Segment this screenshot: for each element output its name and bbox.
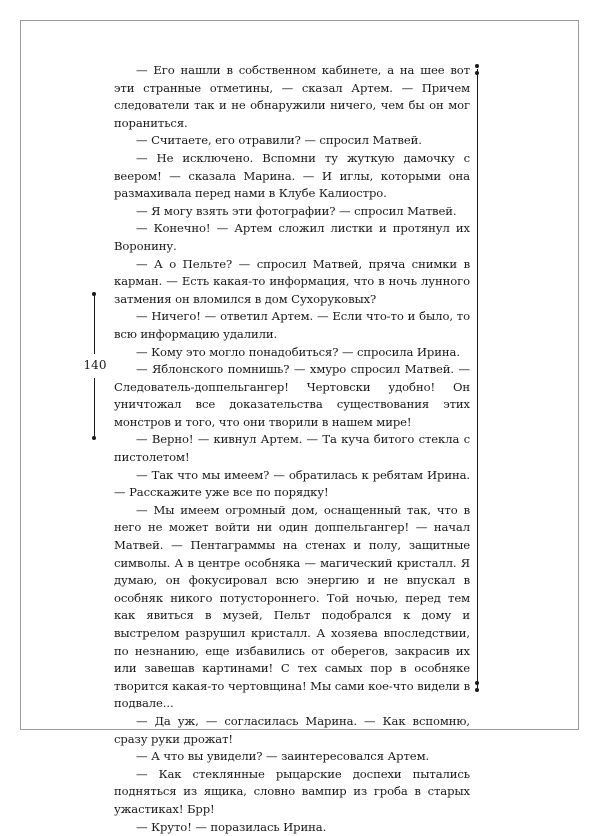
page-number: 140 <box>83 358 107 372</box>
rule-dot <box>475 688 479 692</box>
paragraph: — Кому это могло понадобиться? — спросила Ирина. <box>136 344 460 359</box>
paragraph: — Верно! — кивнул Артем. — Та куча битого стекла с пистолетом! <box>114 432 470 465</box>
paragraph: — А о Пельте? — спросил Матвей, пряча снимки в карман. — Есть какая-то информация, что в ночь лунного затмения он вломился в дом Сухоруковых? <box>114 256 470 306</box>
paragraph: — Ничего! — ответил Артем. — Если что-то и было, то всю информацию удалили. <box>114 309 470 341</box>
right-margin-rule <box>477 69 478 691</box>
paragraph: — Так что мы имеем? — обратилась к ребятам Ирина. — Расскажите уже все по порядку! <box>114 467 470 500</box>
paragraph: — Как стеклянные рыцарские доспехи пытались подняться из ящика, словно вампир из гроба в старых ужастиках! Брр! <box>114 766 470 816</box>
paragraph: — Считаете, его отравили? — спросил Матвей. <box>136 133 422 148</box>
rule-dot <box>475 71 479 75</box>
left-margin-rule-upper <box>94 294 95 354</box>
left-margin-rule-lower <box>94 378 95 438</box>
paragraph: — Яблонского помнишь? — хмуро спросил Матвей. — Следователь-доппельгангер! Чертовски удобно! Он уничтожал все доказательства существования этих монстров и того, что они творили в нашем мире! <box>114 362 470 429</box>
paragraph: — Конечно! — Артем сложил листки и протянул их Воронину. <box>114 221 470 253</box>
paragraph: — Я могу взять эти фотографии? — спросил Матвей. <box>136 203 457 218</box>
paragraph: — Круто! — поразилась Ирина. <box>136 819 327 834</box>
paragraph: — Его нашли в собственном кабинете, а на шее вот эти странные отметины, — сказал Артем. — Причем следователи так и не обнаружили ничего, чем бы он мог пораниться. <box>114 63 470 130</box>
rule-dot <box>475 64 479 68</box>
paragraph: — Да уж, — согласилась Марина. — Как вспомню, сразу руки дрожат! <box>114 713 470 746</box>
page-body-text <box>114 62 470 836</box>
paragraph: — Мы имеем огромный дом, оснащенный так, что в него не может войти ни один доппельгангер! — начал Матвей. — Пентаграммы на стенах и полу, защитные символы. А в центре особняка — магический кристалл. Я думаю, он фокусировал всю энергию и не впускал в особняк никого потустороннего. Той ночью, перед тем как явиться в музей, Пельт подобрался к дому и выстрелом разрушил кристалл. А хозяева впоследствии, по незнанию, еще избавились от оберегов, закрасив их или завешав картинами! С тех самых пор в особняке творится какая-то чертовщина! Мы сами кое-что видели в подвале... <box>114 502 470 711</box>
rule-dot <box>475 681 479 685</box>
rule-dot <box>92 436 96 440</box>
paragraph: — Не исключено. Вспомни ту жуткую дамочку с веером! — сказала Марина. — И иглы, которыми она размахивала перед нами в Клубе Калиостро. <box>114 150 470 201</box>
paragraph: — А что вы увидели? — заинтересовался Артем. <box>136 749 430 764</box>
